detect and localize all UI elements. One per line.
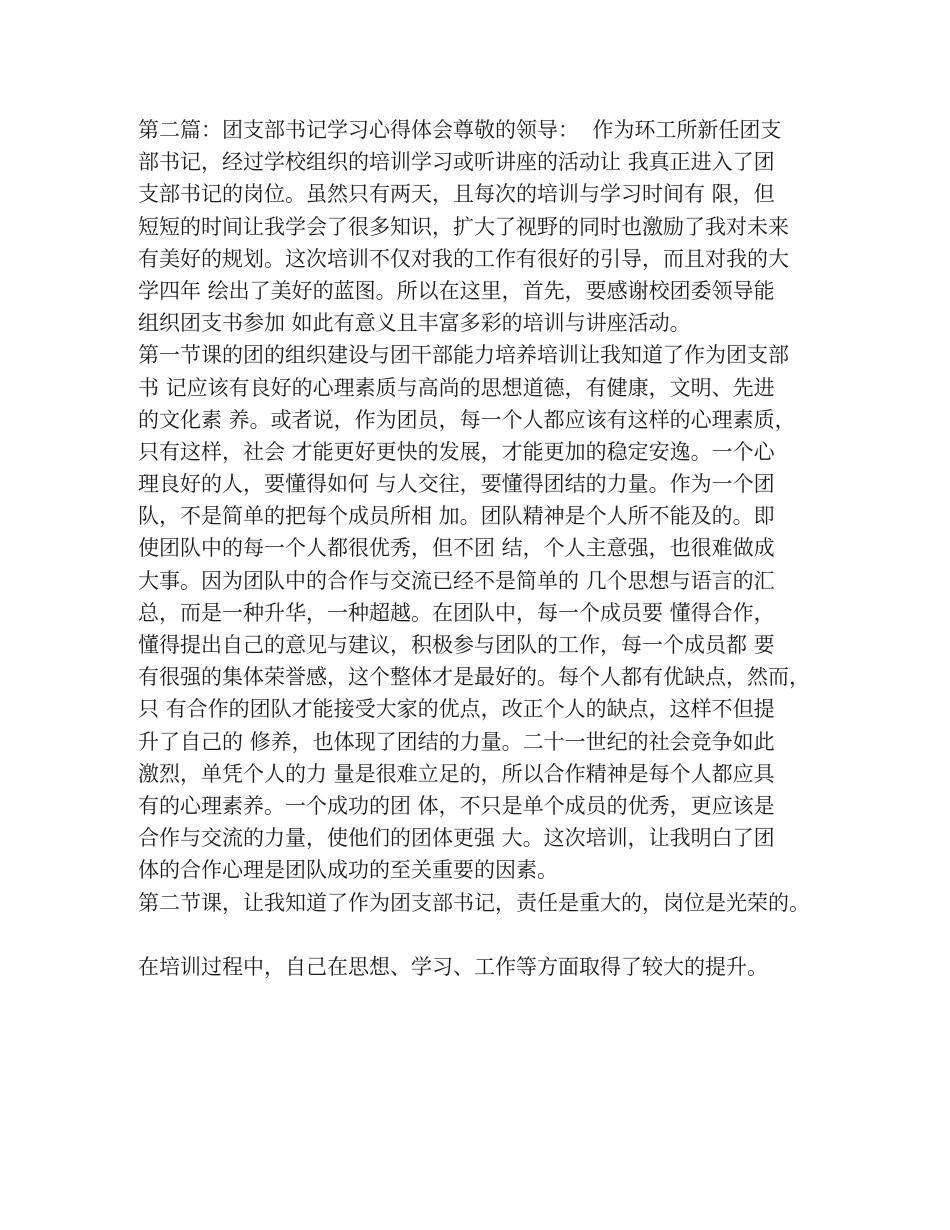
text-line: 组织团支书参加 如此有意义且丰富多彩的培训与讲座活动。 [138,311,691,336]
text-line: 总，而是一种升华，一种超越。在团队中，每一个成员要 懂得合作， [138,600,775,625]
text-line: 有的心理素养。一个成功的团 体，不只是单个成员的优秀，更应该是 [138,793,775,818]
last-paragraph: 在培训过程中，自己在思想、学习、工作等方面取得了较大的提升。 [138,954,768,979]
text-line: 第二节课，让我知道了作为团支部书记，责任是重大的，岗位是光荣的。 [138,890,810,915]
text-line: 使团队中的每一个人都很优秀，但不团 结，个人主意强，也很难做成 [138,536,775,561]
text-line: 队，不是简单的把每个成员所相 加。团队精神是个人所不能及的。即 [138,504,775,529]
text-line: 部书记，经过学校组织的培训学习或听讲座的活动让 我真正进入了团 [138,150,775,175]
text-line: 有美好的规划。这次培训不仅对我的工作有很好的引导，而且对我的大 [138,246,789,271]
document-body [138,114,828,983]
text-line: 支部书记的岗位。虽然只有两天，且每次的培训与学习时间有 限，但 [138,182,775,207]
text-line: 懂得提出自己的意见与建议，积极参与团队的工作，每一个成员都 要 [138,633,775,657]
text-line: 合作与交流的力量，使他们的团体更强 大。这次培训，让我明白了团 [138,826,775,851]
text-line: 第一节课的团的组织建设与团干部能力培养培训让我知道了作为团支部 [138,343,789,368]
text-line: 书 记应该有良好的心理素质与高尚的思想道德，有健康，文明、先进 [138,375,775,400]
text-line: 大事。因为团队中的合作与交流已经不是简单的 几个思想与语言的汇 [138,568,775,593]
text-line: 短短的时间让我学会了很多知识，扩大了视野的同时也激励了我对未来 [138,214,789,239]
text-line: 体的合作心理是团队成功的至关重要的因素。 [138,858,558,883]
text-line: 升了自己的 修养，也体现了团结的力量。二十一世纪的社会竞争如此 [138,729,775,754]
text-line: 第二篇：团支部书记学习心得体会尊敬的领导： 作为环工所新任团支 [138,118,782,142]
paragraph-gap [138,919,828,951]
text-line: 只有这样，社会 才能更好更快的发展，才能更加的稳定安逸。一个心 [138,439,775,464]
text-line: 有很强的集体荣誉感，这个整体才是最好的。每个人都有优缺点，然而， [138,665,810,690]
text-line: 学四年 绘出了美好的蓝图。所以在这里，首先，要感谢校团委领导能 [138,278,775,303]
text-line: 的文化素 养。或者说，作为团员，每一个人都应该有这样的心理素质， [138,407,796,432]
text-line: 只 有合作的团队才能接受大家的优点，改正个人的缺点，这样不但提 [138,697,775,722]
text-line: 理良好的人，要懂得如何 与人交往，要懂得团结的力量。作为一个团 [138,472,775,497]
text-line: 激烈，单凭个人的力 量是很难立足的，所以合作精神是每个人都应具 [138,761,775,786]
